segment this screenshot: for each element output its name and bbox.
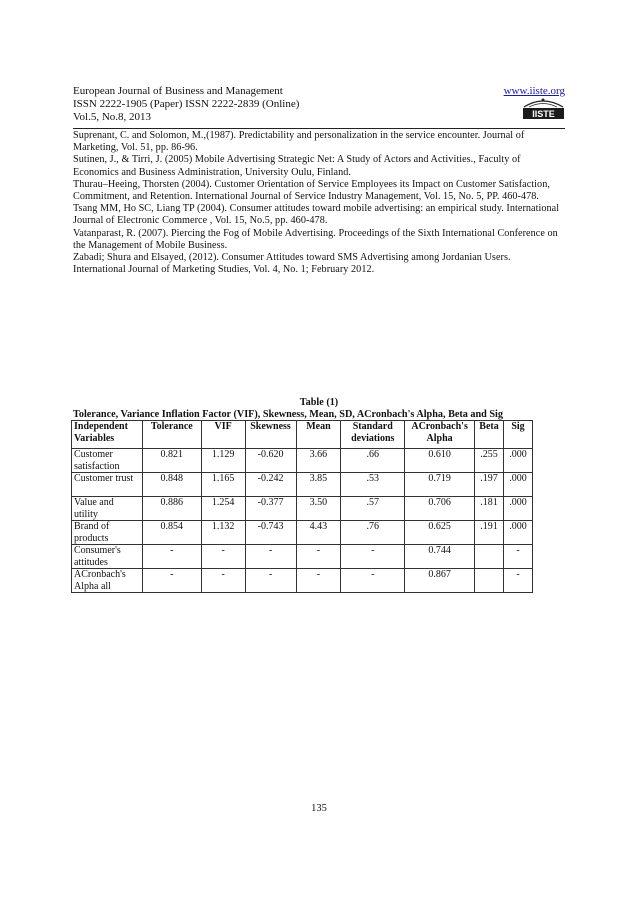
value-cell: .191 [475,521,504,545]
value-cell: .66 [341,449,405,473]
value-cell: - [504,569,533,593]
website-link[interactable]: www.iiste.org [503,85,565,97]
value-cell: 0.886 [142,497,201,521]
value-cell: 1.132 [201,521,245,545]
value-cell: - [504,545,533,569]
reference-item: Suprenant, C. and Solomon, M.,(1987). Predictability and personalization in the service encounter. Journal of Marketing, Vol. 51, pp. 86-96. [73,130,525,154]
table-header-row [72,421,533,449]
value-cell: 0.854 [142,521,201,545]
value-cell: .000 [504,449,533,473]
variable-cell: Value and utility [72,497,143,521]
value-cell: .197 [475,473,504,497]
value-cell: 0.610 [405,449,475,473]
value-cell: 3.66 [296,449,341,473]
value-cell: - [245,545,296,569]
variable-cell: Brand of products [72,521,143,545]
column-header: Independent Variables [72,421,143,449]
value-cell: - [142,545,201,569]
header-rule [73,128,565,129]
value-cell: 1.165 [201,473,245,497]
value-cell: -0.620 [245,449,296,473]
variable-cell: Customer trust [72,473,143,497]
table-row [72,497,533,521]
value-cell: -0.242 [245,473,296,497]
reference-item: Zabadi; Shura and Elsayed, (2012). Consumer Attitudes toward SMS Advertising among Jordanian Users. International Journal of Marketing Studies, Vol. 4, No. 1; February 2012. [73,252,511,276]
value-cell [475,569,504,593]
value-cell: .255 [475,449,504,473]
value-cell: -0.377 [245,497,296,521]
value-cell: 3.50 [296,497,341,521]
column-header: VIF [201,421,245,449]
page-header [73,85,565,124]
table-title: Tolerance, Variance Inflation Factor (VIF), Skewness, Mean, SD, ACronbach's Alpha, Beta and Sig [73,409,503,420]
table-row [72,545,533,569]
value-cell: - [201,569,245,593]
logo-text: IISTE [532,109,555,120]
value-cell: 0.719 [405,473,475,497]
value-cell: .53 [341,473,405,497]
value-cell: -0.743 [245,521,296,545]
table-row [72,449,533,473]
variable-cell: ACronbach's Alpha all [72,569,143,593]
journal-name: European Journal of Business and Management [73,85,283,97]
value-cell: 0.706 [405,497,475,521]
value-cell: - [201,545,245,569]
statistics-table [71,420,533,593]
reference-item: Tsang MM, Ho SC, Liang TP (2004). Consumer attitudes toward mobile advertising: an empirical study. International Journal of Electronic Commerce , Vol. 15, No.5, pp. 460-478. [73,203,560,227]
value-cell: .76 [341,521,405,545]
value-cell: - [341,569,405,593]
value-cell: 0.848 [142,473,201,497]
variable-cell: Customer satisfaction [72,449,143,473]
value-cell: - [296,545,341,569]
value-cell: - [245,569,296,593]
reference-item: Thurau–Heeing, Thorsten (2004). Customer Orientation of Service Employees its Impact on Customer Satisfaction, Commitment, and Retention. International Journal of Service Industry Management, Vol. 15, No. 5, PP. 460-478. [73,178,550,203]
iiste-logo [522,97,565,120]
column-header: Standard deviations [341,421,405,449]
issn-line: ISSN 2222-1905 (Paper) ISSN 2222-2839 (Online) [73,98,300,110]
value-cell: - [142,569,201,593]
value-cell: .000 [504,497,533,521]
column-header: Tolerance [142,421,201,449]
page-number: 135 [311,803,327,814]
table-body [72,449,533,593]
table-row [72,473,533,497]
value-cell: .000 [504,521,533,545]
column-header: Skewness [245,421,296,449]
reference-item: Vatanparast, R. (2007). Piercing the Fog of Mobile Advertising. Proceedings of the Sixth International Conference on the Management of Mobile Business. [73,227,558,251]
references-list [73,130,565,276]
table-row [72,569,533,593]
value-cell: 0.744 [405,545,475,569]
value-cell: 1.129 [201,449,245,473]
value-cell: - [296,569,341,593]
value-cell: .000 [504,473,533,497]
table-row [72,521,533,545]
value-cell: 4.43 [296,521,341,545]
value-cell: 1.254 [201,497,245,521]
column-header: Beta [475,421,504,449]
value-cell: .57 [341,497,405,521]
table-caption: Table (1) [299,397,339,408]
value-cell [475,545,504,569]
reference-item: Sutinen, J., & Tirri, J. (2005) Mobile Advertising Strategic Net: A Study of Actors and Activities., Faculty of Economics and Business Administration, University Oulu, Finland. [73,154,521,178]
column-header: Sig [504,421,533,449]
variable-cell: Consumer's attitudes [72,545,143,569]
column-header: ACronbach's Alpha [405,421,475,449]
value-cell: - [341,545,405,569]
value-cell: 0.821 [142,449,201,473]
value-cell: 0.625 [405,521,475,545]
value-cell: 0.867 [405,569,475,593]
column-header: Mean [296,421,341,449]
volume-line: Vol.5, No.8, 2013 [73,111,152,123]
value-cell: 3.85 [296,473,341,497]
value-cell: .181 [475,497,504,521]
